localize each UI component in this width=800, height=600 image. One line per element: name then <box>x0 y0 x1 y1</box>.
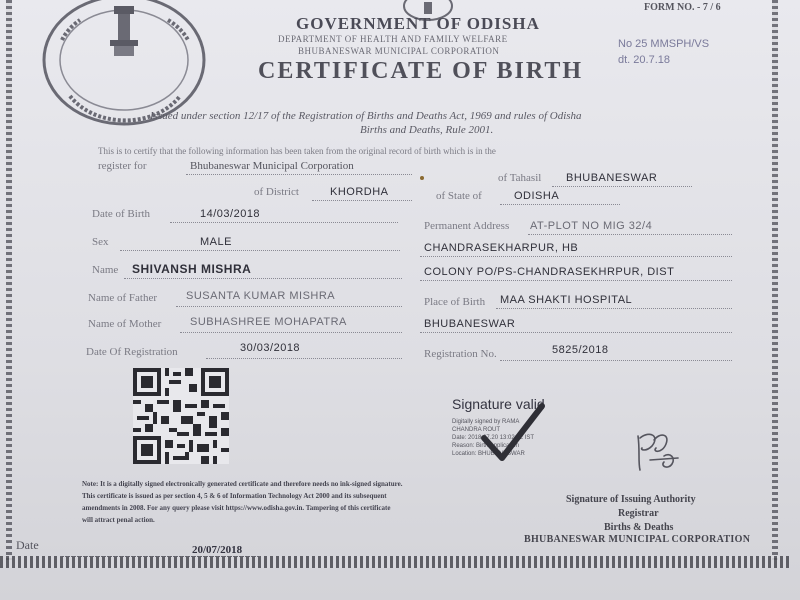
signature-detail-1: Digitally signed by RAMA <box>452 419 520 425</box>
issued-under-line2: Births and Deaths, Rule 2001. <box>360 124 494 136</box>
reference-number: No 25 MMSPH/VS <box>618 38 710 50</box>
mother-value: SUBHASHREE MOHAPATRA <box>190 316 347 328</box>
government-title: GOVERNMENT OF ODISHA <box>296 14 540 33</box>
father-label: Name of Father <box>88 292 158 304</box>
corporation-name: BHUBANESWAR MUNICIPAL CORPORATION <box>298 46 500 56</box>
address-line2: CHANDRASEKHARPUR, HB <box>424 242 579 254</box>
births-deaths-label: Births & Deaths <box>604 522 674 533</box>
reference-date: dt. 20.7.18 <box>618 54 670 66</box>
dob-value: 14/03/2018 <box>200 208 261 220</box>
district-label: of District <box>254 186 299 198</box>
name-value: SHIVANSH MISHRA <box>132 262 252 276</box>
bottom-border <box>0 556 790 568</box>
seal-icon <box>40 0 208 128</box>
date-of-registration-label: Date Of Registration <box>86 346 178 358</box>
address-line3: COLONY PO/PS-CHANDRASEKHRPUR, DIST <box>424 266 675 278</box>
authority-corporation: BHUBANESWAR MUNICIPAL CORPORATION <box>524 534 751 545</box>
legal-note <box>82 478 402 526</box>
note-line-1: Note: It is a digitally signed electronically generated certificate and therefore needs no ink-signed signature. <box>82 480 403 488</box>
registrar-label: Registrar <box>618 508 659 519</box>
handwritten-signature <box>630 426 684 474</box>
state-value: ODISHA <box>514 190 560 202</box>
dob-label: Date of Birth <box>92 208 151 220</box>
signature-detail-2: CHANDRA ROUT <box>452 427 501 433</box>
address-label: Permanent Address <box>424 220 510 232</box>
certify-text: This is to certify that the following information has been taken from the original record of birth which is in the <box>98 146 496 156</box>
district-value: KHORDHA <box>330 186 389 198</box>
qr-code[interactable] <box>133 368 229 464</box>
sex-label: Sex <box>92 236 109 248</box>
signature-detail-3: Date: 2018.07.20 13:02:42 IST <box>452 435 535 441</box>
registration-no-value: 5825/2018 <box>552 344 609 356</box>
place-of-birth-line2: BHUBANESWAR <box>424 318 516 330</box>
register-for-label: register for <box>98 160 147 172</box>
note-line-2: This certificate is issued as per section 4, 5 & 6 of Information Technology Act 2000 and its subsequent <box>82 492 387 500</box>
issuing-authority-label: Signature of Issuing Authority <box>566 494 696 505</box>
signature-detail-4: Reason: Birth Application <box>452 443 520 449</box>
tahasil-label: of Tahasil <box>498 172 542 184</box>
issue-date-label: Date <box>16 538 39 552</box>
name-label: Name <box>92 264 119 276</box>
address-line1: AT-PLOT NO MIG 32/4 <box>530 220 653 232</box>
note-line-4: will attract penal action. <box>82 516 155 524</box>
mother-label: Name of Mother <box>88 318 162 330</box>
note-line-3: amendments in 2008. For any query please visit https://www.odisha.gov.in. Tampering of this certificate <box>82 504 391 512</box>
right-border <box>772 0 778 560</box>
date-of-registration-value: 30/03/2018 <box>240 342 301 354</box>
sex-value: MALE <box>200 236 232 248</box>
state-label: of State of <box>436 190 482 202</box>
issued-under-line1: Issued under section 12/17 of the Registration of Births and Deaths Act, 1969 and rules of Odisha <box>150 110 582 122</box>
signature-valid-label: Signature valid <box>452 396 545 412</box>
father-value: SUSANTA KUMAR MISHRA <box>186 290 336 302</box>
certificate-title: CERTIFICATE OF BIRTH <box>258 58 584 84</box>
department-name: DEPARTMENT OF HEALTH AND FAMILY WELFARE <box>278 34 508 44</box>
register-for-value: Bhubaneswar Municipal Corporation <box>190 160 354 172</box>
form-number: FORM NO. - 7 / 6 <box>644 2 721 13</box>
issue-date-value: 20/07/2018 <box>192 544 243 556</box>
ink-dot <box>420 176 424 180</box>
place-of-birth-line1: MAA SHAKTI HOSPITAL <box>500 294 633 306</box>
registration-no-label: Registration No. <box>424 348 497 360</box>
left-border <box>6 0 12 560</box>
place-of-birth-label: Place of Birth <box>424 296 486 308</box>
tahasil-value: BHUBANESWAR <box>566 172 658 184</box>
signature-detail-5: Location: BHUBANESWAR <box>452 451 525 457</box>
checkmark-icon <box>478 398 548 466</box>
